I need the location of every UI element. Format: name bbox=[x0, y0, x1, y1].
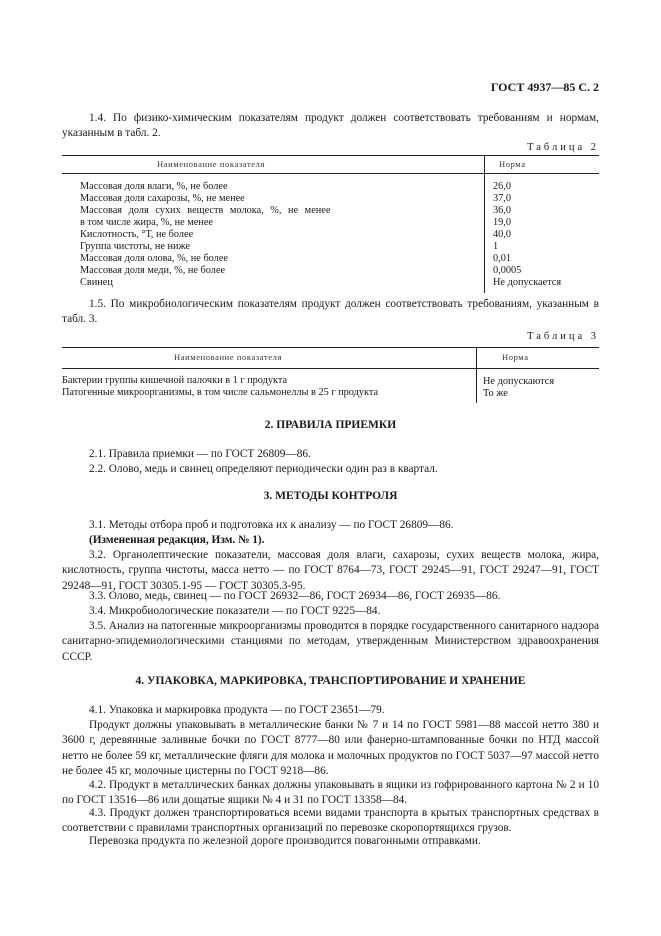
table2-header-rule bbox=[62, 173, 599, 174]
table3-top-rule bbox=[62, 347, 599, 348]
section-4-title: 4. УПАКОВКА, МАРКИРОВКА, ТРАНСПОРТИРОВАНИЕ И ХРАНЕНИЕ bbox=[135, 675, 526, 687]
table2-row-value: 19,0 bbox=[493, 217, 512, 228]
table2-row-name: Массовая доля олова, %, не более bbox=[80, 253, 228, 264]
table2-col1-header: Наименование показателя bbox=[157, 159, 266, 169]
paragraph-3-1: 3.1. Методы отбора проб и подготовка их к анализу — по ГОСТ 26809—86. bbox=[89, 519, 454, 531]
table2-row-name: Свинец bbox=[80, 277, 113, 288]
paragraph-4-3-transport: Перевозка продукта по железной дороге производится повагонными отправками. bbox=[89, 835, 481, 847]
paragraph-3-5: 3.5. Анализ на патогенные микроорганизмы проводится в порядке государственного санитарного надзора санитарно-эпидемиологическими станциями по методам, утвержденным Министерством здравоохранения СССР. bbox=[62, 620, 599, 663]
table2-row-value: 26,0 bbox=[493, 181, 512, 192]
table3-row-value: Не допускаются bbox=[483, 376, 555, 387]
table-2 bbox=[62, 155, 599, 295]
paragraph-4-1: 4.1. Упаковка и маркировка продукта — по ГОСТ 23651—79. bbox=[89, 704, 385, 716]
paragraph-4-1-text: Продукт должны упаковывать в металлические банки № 7 и 14 по ГОСТ 5981—88 массой нетто 380 и 3600 г, деревянные заливные бочки по ГОСТ 8777—80 или фанерно-штампованные бочки по НТД массой нетто не более 59 кг, металлические фляги для молока и молочных продуктов по ГОСТ 5037—97 массой нетто не более 45 кг, молочные цистерны по ГОСТ 9218—86. bbox=[62, 719, 599, 778]
paragraph-1-4: 1.4. По физико-химическим показателям продукт должен соответствовать требованиям и нормам, указанным в табл. 2. bbox=[62, 112, 599, 140]
table2-row-name: Массовая доля меди, %, не более bbox=[80, 265, 226, 276]
table2-row-name: Кислотность, °Т, не более bbox=[80, 229, 194, 240]
table3-row-name: Патогенные микроорганизмы, в том числе сальмонеллы в 25 г продукта bbox=[62, 387, 379, 398]
table2-row-value: 36,0 bbox=[493, 205, 512, 216]
table3-col1-header: Наименование показателя bbox=[174, 352, 283, 362]
table-3 bbox=[62, 347, 599, 405]
table2-row-value: Не допускается bbox=[493, 277, 562, 288]
paragraph-3-3: 3.3. Олово, медь, свинец — по ГОСТ 26932—86, ГОСТ 26934—86, ГОСТ 26935—86. bbox=[89, 590, 501, 602]
paragraph-2-2: 2.2. Олово, медь и свинец определяют периодически один раз в квартал. bbox=[89, 463, 438, 475]
table2-column-divider bbox=[484, 173, 485, 293]
table2-top-rule bbox=[62, 155, 599, 156]
table2-caption: Таблица 2 bbox=[527, 142, 599, 153]
table2-row-name: Массовая доля сухих веществ молока, %, не менее bbox=[80, 205, 331, 216]
section-2-title: 2. ПРАВИЛА ПРИЕМКИ bbox=[264, 419, 397, 431]
table2-row-name: Массовая доля сахарозы, %, не менее bbox=[80, 193, 245, 204]
table2-row-value: 37,0 bbox=[493, 193, 512, 204]
amendment-note: (Измененная редакция, Изм. № 1). bbox=[89, 534, 265, 546]
table3-caption: Таблица 3 bbox=[527, 331, 599, 342]
table2-col2-header: Норма bbox=[499, 159, 526, 169]
table2-row-name: Группа чистоты, не ниже bbox=[80, 241, 191, 252]
table3-row-value: То же bbox=[483, 388, 508, 399]
paragraph-2-1: 2.1. Правила приемки — по ГОСТ 26809—86. bbox=[89, 448, 311, 460]
table2-row-name: в том числе жира, %, не менее bbox=[80, 217, 213, 228]
table2-row-name: Массовая доля влаги, %, не более bbox=[80, 181, 228, 192]
table3-col2-header: Норма bbox=[502, 352, 529, 362]
table2-row-value: 0,01 bbox=[493, 253, 512, 264]
paragraph-1-5: 1.5. По микробиологическим показателям продукт должен соответствовать требованиям, указанным в табл. 3. bbox=[62, 298, 599, 326]
table2-header-divider bbox=[484, 155, 485, 173]
paragraph-4-2: 4.2. Продукт в металлических банках должны упаковывать в ящики из гофрированного картона № 2 и 10 по ГОСТ 13516—86 или дощатые ящики № 4 и 31 по ГОСТ 13358—84. bbox=[62, 779, 599, 807]
section-3-title: 3. МЕТОДЫ КОНТРОЛЯ bbox=[263, 490, 398, 502]
table2-row-value: 1 bbox=[493, 241, 499, 252]
paragraph-4-3: 4.3. Продукт должен транспортироваться всеми видами транспорта в крытых транспортных средствах в соответствии с правилами транспортных организаций по перевозке скоропортящихся грузов. bbox=[62, 807, 599, 835]
paragraph-3-2: 3.2. Органолептические показатели, массовая доля влаги, сахарозы, сухих веществ молока, жира, кислотность, группа чистоты, масса нетто — по ГОСТ 8764—73, ГОСТ 29245—91, ГОСТ 29247—91, ГОСТ 29248—91, ГОСТ 30305.1-95 — ГОСТ 30305.3-95. bbox=[62, 549, 599, 592]
table3-row-name: Бактерии группы кишечной палочки в 1 г продукта bbox=[62, 375, 288, 386]
table2-row-value: 40,0 bbox=[493, 229, 512, 240]
page-header: ГОСТ 4937—85 С. 2 bbox=[490, 80, 599, 94]
table3-column-divider bbox=[476, 347, 477, 403]
paragraph-3-4: 3.4. Микробиологические показатели — по ГОСТ 9225—84. bbox=[89, 605, 381, 617]
table2-row-value: 0,0005 bbox=[493, 265, 522, 276]
table3-header-rule bbox=[62, 368, 599, 369]
